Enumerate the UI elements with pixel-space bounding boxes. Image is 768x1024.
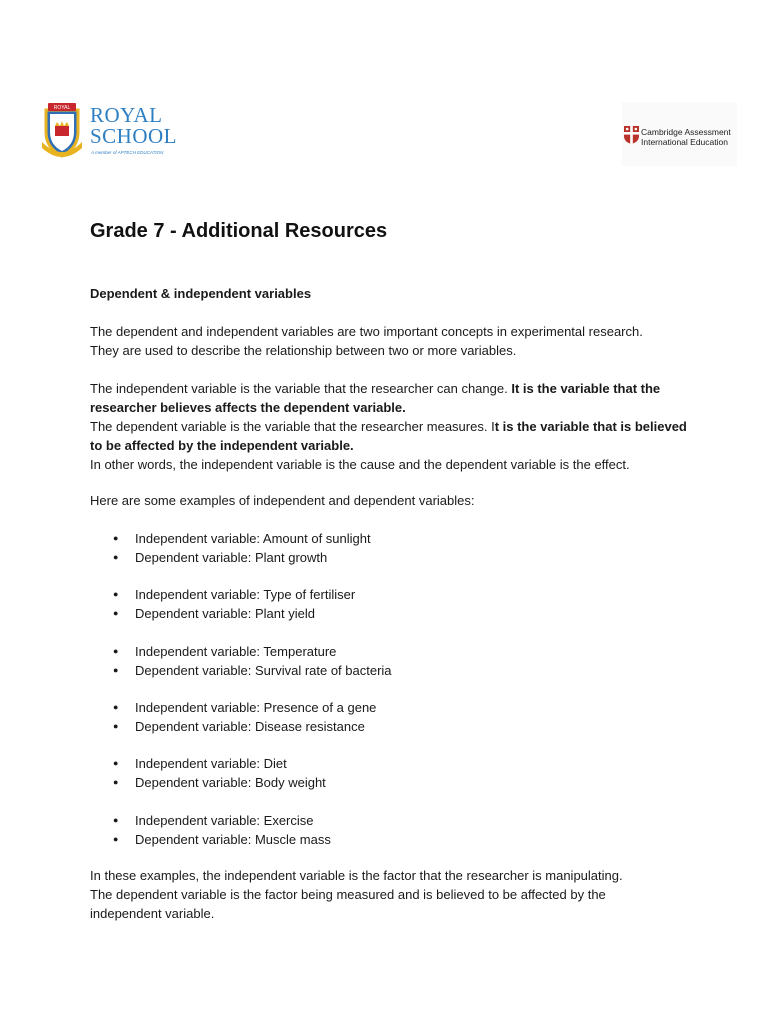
cambridge-name-line2: International Education xyxy=(641,137,728,147)
list-item: ● Dependent variable: Body weight xyxy=(90,773,690,792)
list-item: ● Independent variable: Amount of sunlight xyxy=(90,529,690,548)
school-crest-icon xyxy=(38,102,86,160)
definitions-paragraph xyxy=(90,379,700,474)
list-item: ● Dependent variable: Muscle mass xyxy=(90,830,690,849)
page-title: Grade 7 - Additional Resources xyxy=(90,220,388,242)
school-name-line1: ROYAL xyxy=(90,103,163,127)
list-item: ● Independent variable: Type of fertiliser xyxy=(90,585,690,604)
section-heading: Dependent & independent variables xyxy=(90,286,312,301)
conclusion-line-2: The dependent variable is the factor being measured and is believed to be affected by the xyxy=(90,887,606,902)
example-pair-6 xyxy=(90,811,690,849)
list-item: ● Independent variable: Exercise xyxy=(90,811,690,830)
conclusion-paragraph xyxy=(90,866,700,923)
cambridge-shield-icon xyxy=(624,126,639,144)
independent-definition-emphasis: It is the variable that the researcher believes affects the dependent variable. xyxy=(90,381,661,415)
independent-definition: The independent variable is the variable that the researcher can change. xyxy=(90,381,512,396)
example-pair-5 xyxy=(90,754,690,792)
cause-effect-summary: In other words, the independent variable is the cause and the dependent variable is the effect. xyxy=(90,457,630,472)
conclusion-line-1: In these examples, the independent variable is the factor that the researcher is manipulating. xyxy=(90,868,623,883)
intro-line-2: They are used to describe the relationship between two or more variables. xyxy=(90,343,517,358)
example-pair-2 xyxy=(90,585,690,623)
example-pair-3 xyxy=(90,642,690,680)
cambridge-logo xyxy=(622,102,737,166)
list-item: ● Dependent variable: Plant yield xyxy=(90,604,690,623)
royal-school-logo xyxy=(38,102,188,160)
school-name-line2: SCHOOL xyxy=(90,124,178,148)
list-item: ● Independent variable: Temperature xyxy=(90,642,690,661)
list-item: ● Dependent variable: Disease resistance xyxy=(90,717,690,736)
crest-banner-text: ROYAL xyxy=(53,105,71,111)
conclusion-line-3: independent variable. xyxy=(90,906,215,921)
dependent-definition: The dependent variable is the variable that the researcher measures. I xyxy=(90,419,495,434)
cambridge-name-line1: Cambridge Assessment xyxy=(641,127,731,137)
list-item: ● Independent variable: Presence of a gene xyxy=(90,698,690,717)
intro-paragraph xyxy=(90,322,700,360)
example-pair-1 xyxy=(90,529,690,567)
list-item: ● Dependent variable: Survival rate of bacteria xyxy=(90,661,690,680)
example-pair-4 xyxy=(90,698,690,736)
examples-intro: Here are some examples of independent and dependent variables: xyxy=(90,493,475,508)
school-tagline: A member of APTECH EDUCATION xyxy=(91,150,164,155)
list-item: ● Dependent variable: Plant growth xyxy=(90,548,690,567)
list-item: ● Independent variable: Diet xyxy=(90,754,690,773)
dependent-definition-emphasis: t is the variable that is believed to be affected by the independent variable. xyxy=(90,419,687,453)
intro-line-1: The dependent and independent variables are two important concepts in experimental research. xyxy=(90,324,643,339)
